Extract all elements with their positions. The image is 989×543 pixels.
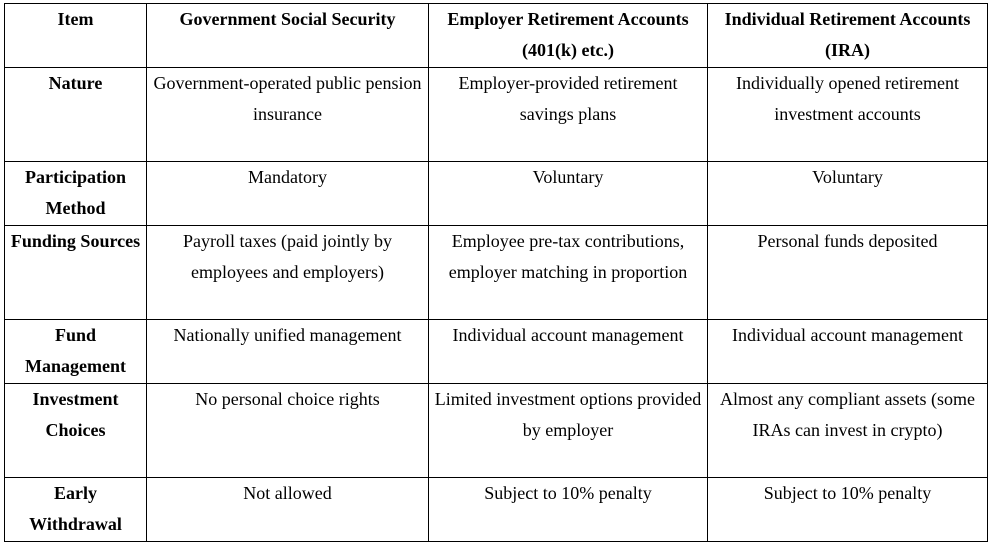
retirement-comparison-table [4,3,988,542]
header-government-social-security: Government Social Security [147,4,429,68]
header-employer-retirement-accounts: Employer Retirement Accounts (401(k) etc.) [429,4,708,68]
cell-individual: Subject to 10% penalty [708,478,988,542]
table-row [5,478,988,542]
cell-individual: Individually opened retirement investment accounts [708,68,988,162]
cell-individual: Almost any compliant assets (some IRAs can invest in crypto) [708,384,988,478]
header-item: Item [5,4,147,68]
cell-employer: Individual account management [429,320,708,384]
table-row [5,384,988,478]
table-header-row [5,4,988,68]
cell-employer: Voluntary [429,162,708,226]
cell-individual: Personal funds deposited [708,226,988,320]
table-row [5,162,988,226]
cell-government: Nationally unified management [147,320,429,384]
table-row [5,68,988,162]
row-label-fund-management: Fund Management [5,320,147,384]
row-label-participation-method: Participation Method [5,162,147,226]
cell-government: No personal choice rights [147,384,429,478]
cell-individual: Voluntary [708,162,988,226]
cell-employer: Limited investment options provided by employer [429,384,708,478]
cell-employer: Employer-provided retirement savings plans [429,68,708,162]
header-individual-retirement-accounts: Individual Retirement Accounts (IRA) [708,4,988,68]
row-label-early-withdrawal: Early Withdrawal [5,478,147,542]
row-label-funding-sources: Funding Sources [5,226,147,320]
cell-government: Payroll taxes (paid jointly by employees and employers) [147,226,429,320]
cell-government: Mandatory [147,162,429,226]
table-row [5,320,988,384]
cell-government: Not allowed [147,478,429,542]
cell-employer: Subject to 10% penalty [429,478,708,542]
table-row [5,226,988,320]
cell-employer: Employee pre-tax contributions, employer matching in proportion [429,226,708,320]
cell-individual: Individual account management [708,320,988,384]
row-label-investment-choices: Investment Choices [5,384,147,478]
row-label-nature: Nature [5,68,147,162]
cell-government: Government-operated public pension insurance [147,68,429,162]
